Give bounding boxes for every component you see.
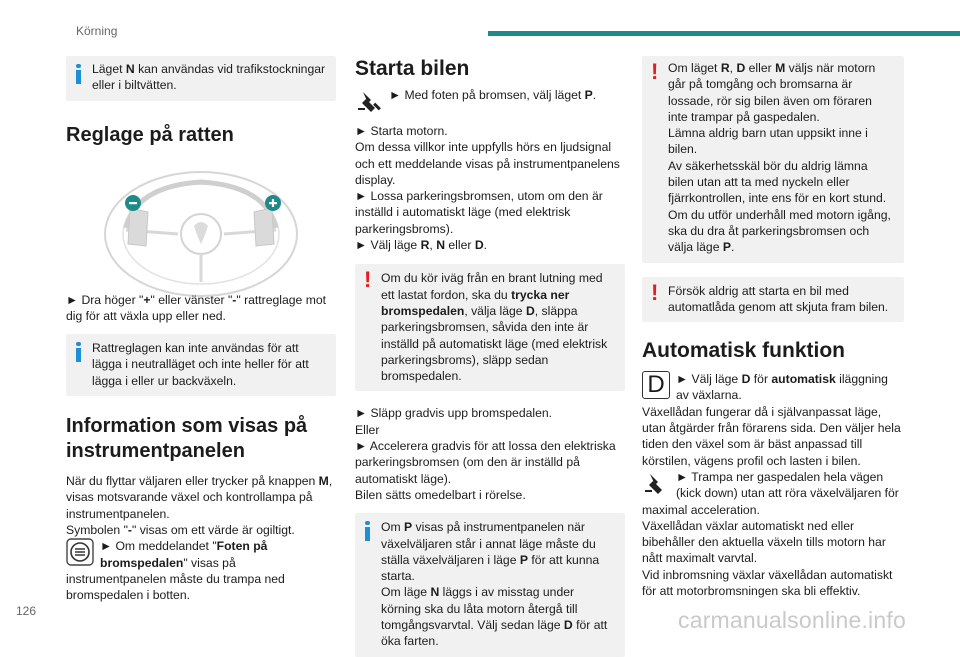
- column-1: [66, 56, 336, 603]
- start-step-5: ► Släpp gradvis upp bromspedalen.: [355, 406, 553, 421]
- start-step-1: ► Med foten på bromsen, välj läget P.: [355, 87, 625, 115]
- brake-message-block: [66, 538, 336, 603]
- heading-steering-controls: Reglage på ratten: [66, 123, 234, 146]
- auto-para-2: Växellådan växlar automatiskt ned eller bibehåller den aktuella växeln tills motorn har nått maximalt varvtal.: [642, 518, 886, 566]
- info-neutral-text: Läget N kan användas vid trafikstockningar eller i biltvätten.: [92, 62, 326, 93]
- start-step-4: ► Välj läge R, N eller D.: [355, 238, 488, 253]
- info-icon: [365, 521, 370, 541]
- warning-box-push-start: [642, 277, 904, 323]
- start-conditions: Om dessa villkor inte uppfylls hörs en ljudsignal och ett meddelande visas på instrumentpanelens display.: [355, 140, 620, 187]
- info-box-neutral: [66, 56, 336, 101]
- start-result: Bilen sätts omedelbart i rörelse.: [355, 487, 526, 502]
- warning-icon: !: [364, 267, 372, 293]
- watermark: carmanualsonline.info: [678, 607, 906, 633]
- heading-instrument-info: Information som visas på instrumentpanelen: [66, 415, 308, 463]
- auto-para-3: Vid inbromsning växlar växellådan automatiskt för att motorbromsningen ska bli effektiv.: [642, 567, 893, 599]
- d-mode-icon: D: [642, 371, 670, 399]
- warning-icon: !: [651, 59, 659, 84]
- warning-box-creep: [642, 56, 904, 263]
- heading-auto-function: Automatisk funktion: [642, 339, 845, 363]
- warning-children-text: Lämna aldrig barn utan uppsikt inne i bilen.: [668, 126, 868, 157]
- header-accent-bar: [488, 31, 960, 36]
- warning-push-text: Försök aldrig att starta en bil med automatlåda genom att skjuta fram bilen.: [668, 283, 889, 314]
- start-step-3: ► Lossa parkeringsbromsen, utom om den är inställd i automatiskt läge (med elektrisk parkeringsbroms).: [355, 189, 603, 236]
- instrument-para-2: Symbolen "-" visas om ett värde är ogiltigt.: [66, 522, 295, 537]
- info-n-text: Om läge N läggs i av misstag under körning ska du låta motorn återgå till tomgångsvarvtal. Välj sedan läge D för att öka farten.: [381, 585, 608, 649]
- column-2: [355, 56, 625, 657]
- column-3: [642, 56, 904, 599]
- info-box-paddles: [66, 334, 336, 396]
- instrument-para-1: När du flyttar väljaren eller trycker på knappen M, visas motsvarande växel och kontrollampa på instrumentpanelen.: [66, 474, 333, 521]
- start-step-6: ► Accelerera gradvis för att lossa den elektriska parkeringsbromsen (om den är inställd på automatiskt läge).: [355, 439, 616, 486]
- info-icon: [76, 342, 81, 362]
- instrument-para-3: ► Om meddelandet "Foten på bromspedalen" visas på instrumentpanelen måste du trampa ned bromspedalen i botten.: [66, 539, 285, 603]
- auto-step-2: ► Trampa ner gaspedalen hela vägen (kick down) utan att röra växelväljaren för maximal acceleration.: [642, 469, 899, 517]
- warning-slope-text: Om du kör iväg från en brant lutning med ett lastat fordon, ska du trycka ner bromspedalen, välja läge D, släppa parkeringsbromsen, såvida den inte är inställd på automatiskt läge (med elektrisk parkeringsbroms), släpp sedan bromspedalen.: [381, 271, 608, 384]
- start-or: Eller: [355, 422, 380, 437]
- info-paddles-text: Rattreglagen kan inte användas för att lägga i neutralläget och inte heller för att lägga i eller ur backväxeln.: [92, 341, 309, 388]
- warning-box-slope: [355, 264, 625, 391]
- brake-pedal-foot-icon: [355, 87, 383, 115]
- paddle-instruction: ► Dra höger "+" eller vänster "-" rattreglage mot dig för att växla upp eller ned.: [66, 292, 327, 323]
- info-p-text: Om P visas på instrumentpanelen när växelväljaren står i annat läge måste du ställa växelväljaren i läge P för att kunna starta.: [381, 520, 600, 584]
- heading-start-car: Starta bilen: [355, 57, 470, 80]
- info-icon: [76, 64, 81, 84]
- info-box-p-mode: [355, 513, 625, 656]
- running-header: Körning: [76, 24, 118, 38]
- warning-key-text: Av säkerhetsskäl bör du aldrig lämna bilen utan att ta med nyckeln eller fjärrkontrollen, inte ens för en kort stund.: [668, 158, 887, 206]
- warning-icon: !: [651, 279, 659, 305]
- warning-creep-text: Om läget R, D eller M väljs när motorn går på tomgång och bromsarna är lossade, rör sig bilen även om föraren inte trampar på gaspedalen.: [668, 61, 876, 124]
- page-number: 126: [16, 604, 37, 618]
- auto-step-1: D ► Välj läge D för automatisk iläggning av växlarna.: [642, 371, 904, 404]
- accelerator-foot-icon: [642, 469, 670, 497]
- foot-on-brake-icon: [66, 538, 94, 566]
- steering-wheel-paddles-illustration: [66, 164, 336, 282]
- warning-maintenance-text: Om du utför underhåll med motorn igång, ska du dra åt parkeringsbromsen och välja läge P.: [668, 207, 891, 255]
- auto-para-1: Växellådan fungerar då i självanpassat läge, utan åtgärder från förarens sida. Den väljer hela tiden den växel som är bäst anpassad till körstilen, vägens profil och lasten i bilen.: [642, 404, 901, 468]
- start-step-2: ► Starta motorn.: [355, 124, 448, 138]
